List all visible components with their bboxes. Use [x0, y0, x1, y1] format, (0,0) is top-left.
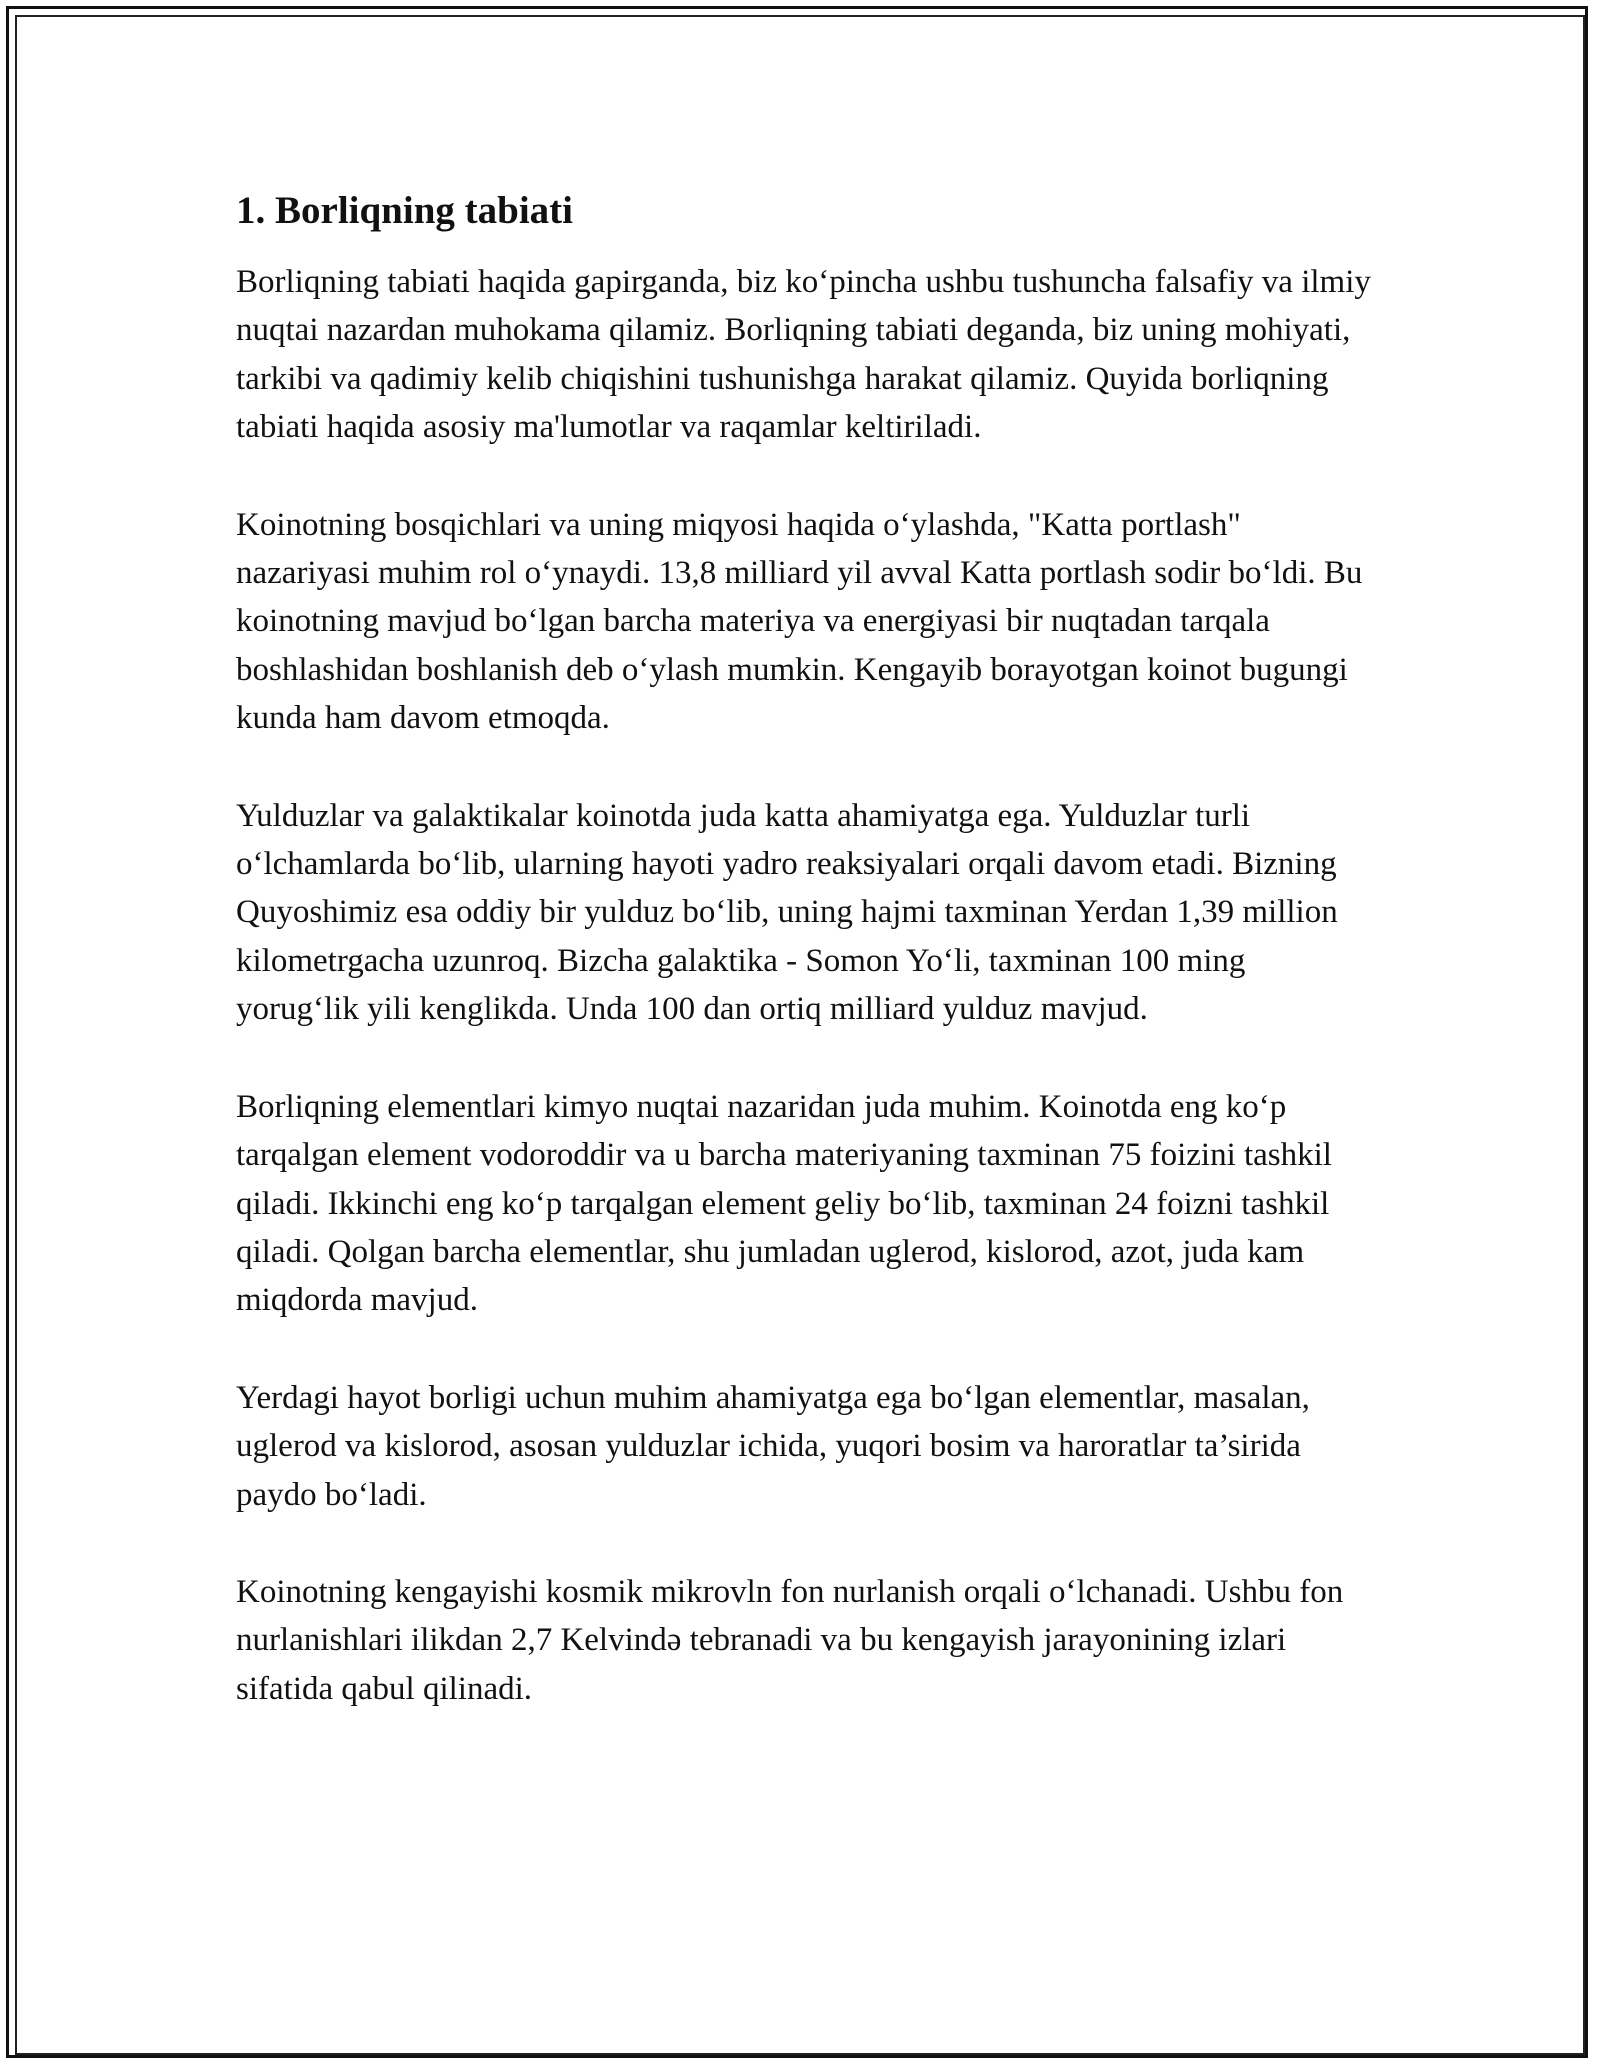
paragraph-intro: Borliqning tabiati haqida gapirganda, biz ko‘pincha ushbu tushuncha falsafiy va ilmiy nuqtai nazardan muhokama qilamiz. Borliqning tabiati deganda, biz uning mohiyati, tarkibi va qadimiy kelib chiqishini tushunishga harakat qilamiz. Quyida borliqning tabiati haqida asosiy ma'lumotlar va raqamlar keltiriladi. [236, 264, 1371, 446]
paragraph-big-bang: Koinotning bosqichlari va uning miqyosi haqida o‘ylashda, "Katta portlash" nazariyasi muhim rol o‘ynaydi. 13,8 milliard yil avval Katta portlash sodir bo‘ldi. Bu koinotning mavjud bo‘lgan barcha materiya va energiyasi bir nuqtadan tarqala boshlashidan boshlanish deb o‘ylash mumkin. Kengayib borayotgan koinot bugungi kunda ham davom etmoqda. [236, 506, 1363, 737]
paragraph-life-elements: Yerdagi hayot borligi uchun muhim ahamiyatga ega bo‘lgan elementlar, masalan, uglerod va kislorod, asosan yulduzlar ichida, yuqori bosim va haroratlar ta’sirida paydo bo‘ladi. [236, 1379, 1310, 1513]
document-body [236, 186, 1376, 1762]
paragraph-elements: Borliqning elementlari kimyo nuqtai nazaridan juda muhim. Koinotda eng ko‘p tarqalgan element vodoroddir va u barcha materiyaning taxminan 75 foizini tashkil qiladi. Ikkinchi eng ko‘p tarqalgan element geliy bo‘lib, taxminan 24 foizni tashkil qiladi. Qolgan barcha elementlar, shu jumladan uglerod, kislorod, azot, juda kam miqdorda mavjud. [236, 1088, 1332, 1319]
paragraph-stars-galaxies: Yulduzlar va galaktikalar koinotda juda katta ahamiyatga ega. Yulduzlar turli o‘lchamlarda bo‘lib, ularning hayoti yadro reaksiyalari orqali davom etadi. Bizning Quyoshimiz esa oddiy bir yulduz bo‘lib, uning hajmi taxminan Yerdan 1,39 million kilometrgacha uzunroq. Bizcha galaktika - Somon Yo‘li, taxminan 100 ming yorug‘lik yili kenglikda. Unda 100 dan ortiq milliard yulduz mavjud. [236, 797, 1338, 1028]
paragraph-expansion: Koinotning kengayishi kosmik mikrovln fon nurlanish orqali o‘lchanadi. Ushbu fon nurlanishlari ilikdan 2,7 Kelvində tebranadi va bu kengayish jarayonining izlari sifatida qabul qilinadi. [236, 1573, 1344, 1707]
document-title: 1. Borliqning tabiati [236, 189, 573, 232]
